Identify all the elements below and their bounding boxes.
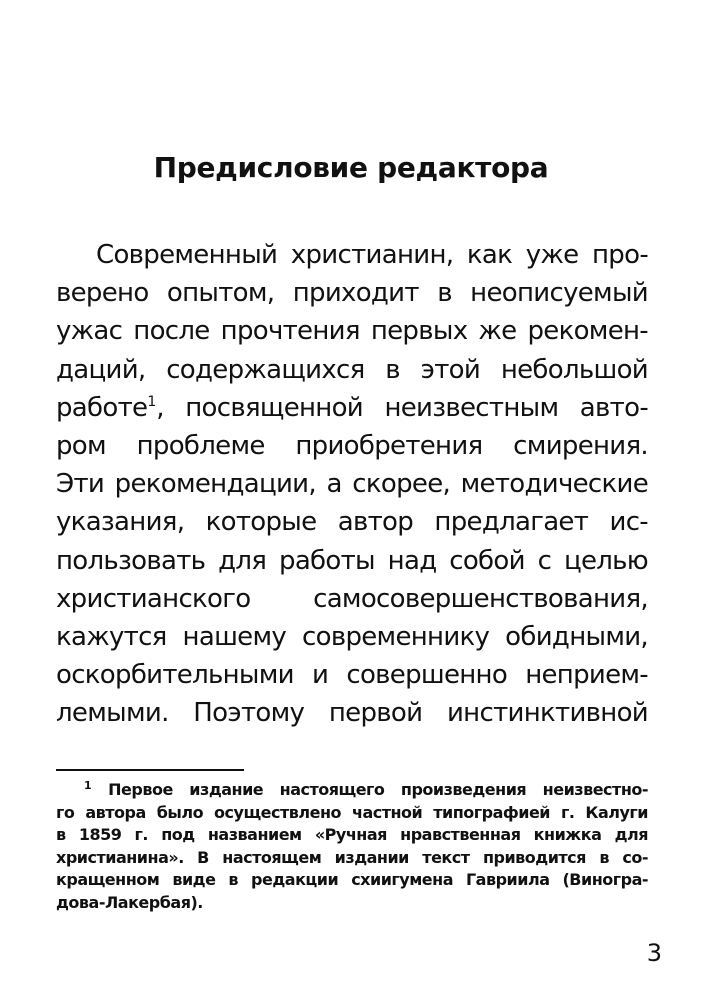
footnote (56, 779, 648, 914)
footnote-line: в 1859 г. под названием «Ручная нравственная книжка для (56, 825, 648, 844)
footnote-text-segment: Первое издание настоящего произведения неизвестно- (108, 780, 649, 799)
paragraph-line: верено опытом, приходит в неописуемый (56, 278, 648, 309)
paragraph-line: лемыми. Поэтому первой инстинктивной (56, 698, 648, 729)
paragraph-text-segment: , посвященной неизвестным авто- (156, 392, 648, 423)
paragraph-line: христианского самосовершенствования, (56, 583, 648, 614)
paragraph-line: указания, которые автор предлагает ис- (56, 507, 648, 538)
page-title: Предисловие редактора (153, 151, 549, 184)
paragraph-line: пользовать для работы над собой с целью (56, 545, 648, 576)
paragraph-line: ром проблеме приобретения смирения. (56, 430, 648, 461)
paragraph-text-segment: работе (56, 392, 148, 423)
page-number: 3 (646, 939, 662, 967)
paragraph-line: кажутся нашему современнику обидными, (56, 621, 648, 652)
footnote-line (56, 779, 648, 802)
paragraph-line: оскорбительными и совершенно неприем- (56, 660, 648, 691)
paragraph-line: даций, содержащихся в этой небольшой (56, 354, 648, 385)
footnote-line: кращенном виде в редакции схиигумена Гавриила (Виногра- (56, 870, 648, 889)
footnote-marker: 1 (84, 779, 92, 792)
paragraph-line: ужас после прочтения первых же рекомен- (56, 316, 648, 347)
footnote-line: го автора было осуществлено частной типографией г. Калуги (56, 802, 648, 822)
footnote-line: дова-Лакербая). (56, 892, 203, 912)
paragraph-line: Современный христианин, как уже про- (96, 240, 648, 270)
footnote-line: христианина». В настоящем издании текст приводится в со- (56, 847, 648, 867)
footnote-reference[interactable]: 1 (147, 393, 157, 410)
footnote-divider (56, 769, 244, 771)
paragraph-line-with-footnote-ref (56, 389, 648, 427)
main-paragraph (56, 236, 648, 732)
paragraph-line: Эти рекомендации, а скорее, методические (56, 469, 648, 500)
